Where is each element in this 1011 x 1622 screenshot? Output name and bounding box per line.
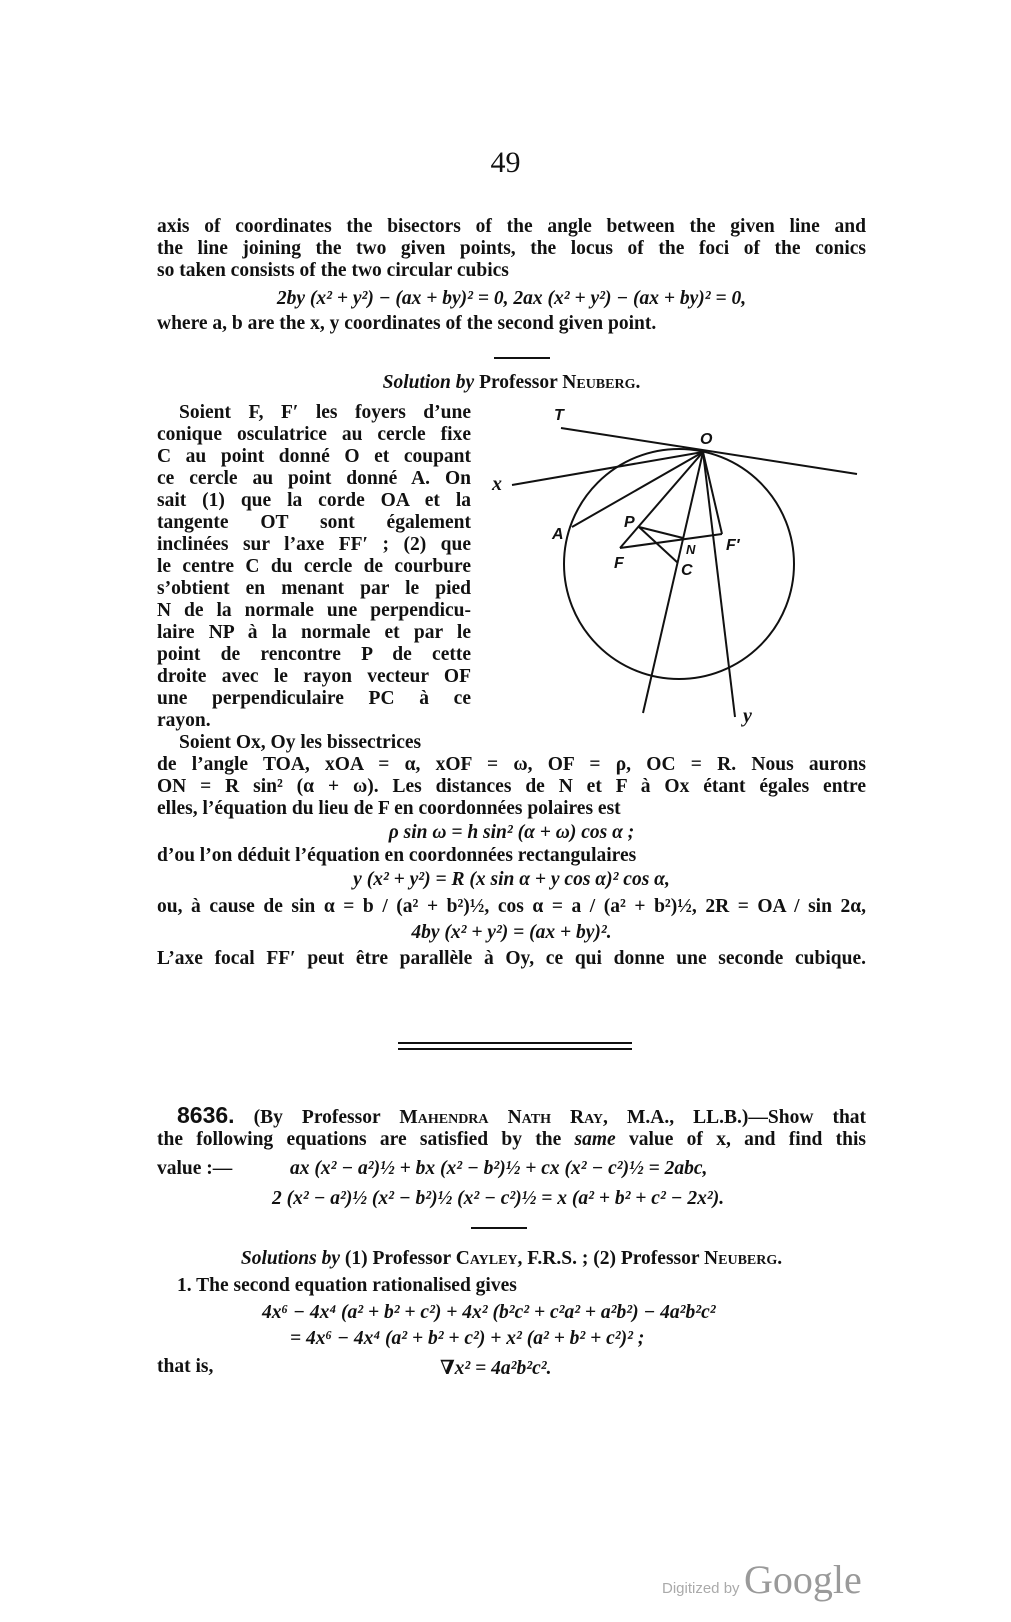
question-text: value of x, and find this	[629, 1129, 867, 1150]
text-line: ou, à cause de sin α = b / (a² + b²)½, cos α = a / (a² + b²)½, 2R = OA / sin 2α,	[157, 896, 866, 917]
solution1-equation-3: ∇x² = 4a²b²c².	[440, 1358, 552, 1379]
text-line: L’axe focal FF′ peut être parallèle à Oy, ce qui donne une seconde cubique.	[157, 948, 866, 969]
solution-heading-prefix: Solution by	[382, 372, 475, 393]
that-is-label: that is,	[157, 1356, 214, 1377]
page-number: 49	[490, 146, 521, 179]
text-line: inclinées sur l’axe FF′ ; (2) que	[157, 534, 471, 555]
text-line: rayon.	[157, 710, 211, 731]
text-line: s’obtient en menant par le pied	[157, 578, 471, 599]
label-N: N	[686, 542, 696, 557]
text-line: une perpendiculaire PC à ce	[157, 688, 471, 709]
focal-axis-FF-prime	[620, 534, 722, 548]
text-line: le centre C du cercle de courbure	[157, 556, 471, 577]
text-line: elles, l’équation du lieu de F en coordonnées polaires est	[157, 798, 621, 819]
radius-vector-OF-prime	[703, 452, 722, 534]
question-prefix: (By Professor	[253, 1107, 381, 1128]
text-line: point de rencontre P de cette	[157, 644, 471, 665]
label-C: C	[681, 562, 693, 579]
text-line: C au point donné O et coupant	[157, 446, 471, 467]
label-A: A	[552, 526, 564, 543]
label-P: P	[624, 514, 635, 531]
axis-Oy	[703, 452, 735, 717]
intro-paragraph	[157, 216, 866, 282]
intro-line: the line joining the two given points, the locus of the foci of the conics	[157, 238, 866, 259]
neuberg-narrow-text	[157, 402, 471, 754]
solution1-intro: 1. The second equation rationalised gives	[177, 1275, 517, 1296]
solutions-heading	[157, 1248, 866, 1270]
section-divider	[494, 357, 550, 359]
solution1-equation-2: = 4x⁶ − 4x⁴ (a² + b² + c²) + x² (a² + b² + c²)² ;	[290, 1328, 645, 1349]
text-line: droite avec le rayon vecteur OF	[157, 666, 471, 687]
question-author: Mahendra Nath Ray,	[399, 1107, 608, 1128]
polar-equation: ρ sin ω = h sin² (α + ω) cos α ;	[388, 822, 635, 843]
text-line: ON = R sin² (α + ω). Les distances de N et F à Ox étant égales entre	[157, 776, 866, 797]
solutions-heading-name: Neuberg.	[704, 1248, 783, 1269]
section-divider	[471, 1227, 527, 1229]
question-line-1	[157, 1104, 866, 1129]
label-F-prime: F′	[726, 537, 740, 554]
text-line: conique osculatrice au cercle fixe	[157, 424, 471, 445]
osculating-circle	[564, 449, 794, 679]
solution1-equation-1: 4x⁶ − 4x⁴ (a² + b² + c²) + 4x² (b²c² + c²a² + a²b²) − 4a²b²c²	[262, 1302, 716, 1323]
text-line-cause	[157, 896, 866, 918]
text-line: d’ou l’on déduit l’équation en coordonnées rectangulaires	[157, 845, 637, 866]
question-equation-1: ax (x² − a²)½ + bx (x² − b²)½ + cx (x² − c²)½ = 2abc,	[290, 1158, 708, 1179]
rectangular-equation: y (x² + y²) = R (x sin α + y cos α)² cos α,	[353, 869, 670, 890]
intro-line: so taken consists of the two circular cubics	[157, 260, 509, 281]
final-line	[157, 948, 866, 970]
text-line: ce cercle au point donné A. On	[157, 468, 471, 489]
text-line: tangente OT sont également	[157, 512, 471, 533]
normal-line	[643, 452, 703, 713]
text-line: N de la normale une perpendicu-	[157, 600, 471, 621]
text-line: Soient F, F′ les foyers d’une	[179, 402, 471, 423]
solutions-heading-part: (1) Professor	[344, 1248, 451, 1269]
double-rule-bottom	[398, 1048, 632, 1050]
label-T: T	[554, 407, 564, 424]
solution-heading-professor: Professor	[479, 372, 558, 393]
question-text: the following equations are satisfied by the	[157, 1129, 562, 1150]
solution-heading-name: Neuberg.	[562, 372, 641, 393]
text-line: sait (1) que la corde OA et la	[157, 490, 471, 511]
value-label: value :—	[157, 1158, 233, 1179]
neuberg-full-text	[157, 754, 866, 820]
label-F: F	[614, 555, 624, 572]
solution-heading	[157, 372, 866, 394]
watermark-logo: Google	[744, 1557, 862, 1602]
question-emphasis: same	[574, 1129, 616, 1150]
cubic-equation: 4by (x² + y²) = (ax + by)².	[411, 922, 612, 943]
text-line: Soient Ox, Oy les bissectrices	[179, 732, 422, 753]
solutions-heading-name: Cayley,	[455, 1248, 523, 1269]
text-line: laire NP à la normale et par le	[157, 622, 471, 643]
intro-equation: 2by (x² + y²) − (ax + by)² = 0, 2ax (x² + y²) − (ax + by)² = 0,	[276, 288, 747, 309]
geometry-diagram	[480, 400, 880, 740]
question-8636	[157, 1104, 866, 1151]
watermark-small: Digitized by	[662, 1580, 740, 1597]
google-watermark	[662, 1556, 862, 1603]
question-number: 8636.	[177, 1102, 235, 1128]
solutions-heading-part: F.R.S. ; (2) Professor	[527, 1248, 700, 1269]
label-x: x	[492, 473, 502, 495]
intro-closing: where a, b are the x, y coordinates of the second given point.	[157, 313, 657, 334]
solutions-heading-prefix: Solutions by	[240, 1248, 341, 1269]
question-line-2	[157, 1129, 866, 1151]
intro-line: axis of coordinates the bisectors of the angle between the given line and	[157, 216, 866, 237]
label-O: O	[700, 431, 713, 448]
label-y: y	[743, 705, 752, 727]
question-suffix: M.A., LL.B.)—Show that	[626, 1107, 867, 1128]
double-rule-top	[398, 1042, 632, 1044]
text-line: de l’angle TOA, xOA = α, xOF = ω, OF = ρ, OC = R. Nous aurons	[157, 754, 866, 775]
question-equation-2: 2 (x² − a²)½ (x² − b²)½ (x² − c²)½ = x (a² + b² + c² − 2x²).	[272, 1188, 725, 1209]
